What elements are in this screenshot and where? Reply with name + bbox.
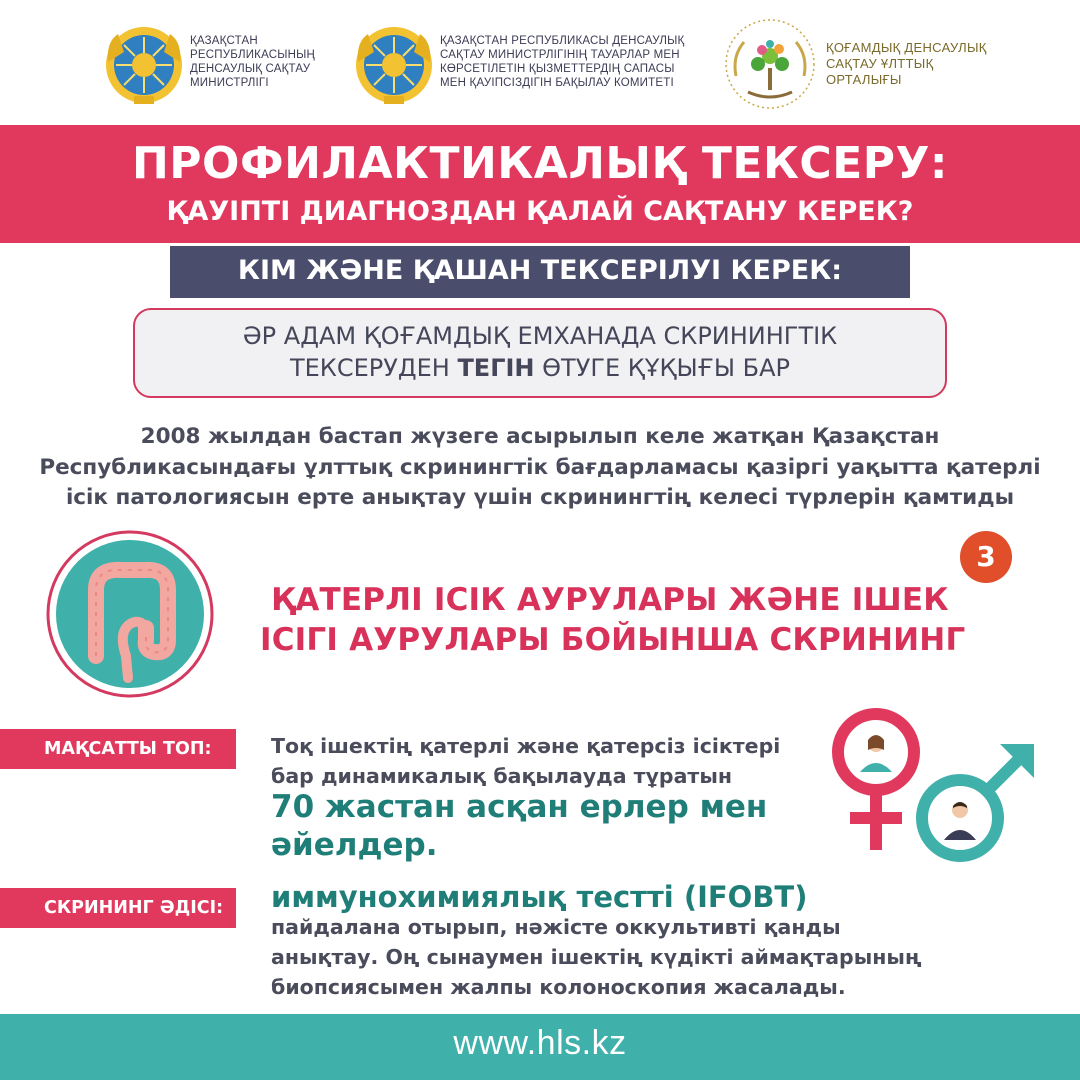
rights-line-2: ТЕКСЕРУДЕН ТЕГІН ӨТУГЕ ҚҰҚЫҒЫ БАР: [289, 354, 791, 382]
method-text-line: биопсиясымен жалпы колоноскопия жасалады.: [271, 975, 846, 999]
org-committee-name: ҚАЗАҚСТАН РЕСПУБЛИКАСЫ ДЕНСАУЛЫҚ САҚТАУ МИНИСТРЛІГІНІҢ ТАУАРЛАР МЕН КӨРСЕТІЛЕТІН ҚЫЗМЕТТЕРДІҢ САПАСЫ МЕН ҚАУІПСІЗДІГІН БАҚЫЛАУ КОМИТЕТІ: [440, 35, 685, 89]
public-health-center-logo-icon: [722, 16, 818, 112]
rights-free-emphasis: ТЕГІН: [457, 354, 535, 382]
page-title: ПРОФИЛАКТИКАЛЫҚ ТЕКСЕРУ:: [131, 138, 949, 189]
target-text-line: Тоқ ішектің қатерлі және қатерсіз ісіктері: [271, 734, 781, 758]
intro-line: Республикасындағы ұлттық скринингтік бағдарламасы қазіргі уақытта қатерлі: [39, 455, 1041, 480]
rights-line-1: ӘР АДАМ ҚОҒАМДЫҚ ЕМХАНАДА СКРИНИНГТІК: [242, 322, 838, 350]
screening-number-badge: 3: [960, 531, 1012, 583]
who-heading: КІМ ЖӘНЕ ҚАШАН ТЕКСЕРІЛУІ КЕРЕК:: [237, 255, 843, 286]
target-highlight-line: 70 жастан асқан ерлер мен: [271, 789, 768, 825]
intro-line: ісік патологиясын ерте анықтау үшін скринингтің келесі түрлерін қамтиды: [65, 485, 1015, 510]
male-symbol-icon: [908, 738, 1040, 868]
method-highlight: иммунохимиялық тестті (IFOBT): [271, 880, 808, 914]
org-health-center-name: ҚОҒАМДЫҚ ДЕНСАУЛЫҚ САҚТАУ ҰЛТТЫҚ ОРТАЛЫҒЫ: [826, 40, 987, 87]
screening-title-line-2: ІСІГІ АУРУЛАРЫ БОЙЫНША СКРИНИНГ: [260, 622, 966, 658]
org-ministry-name: ҚАЗАҚСТАН РЕСПУБЛИКАСЫНЫҢ ДЕНСАУЛЫҚ САҚТАУ МИНИСТРЛІГІ: [190, 35, 315, 89]
kazakhstan-emblem-icon: [104, 22, 184, 108]
page-subtitle: ҚАУІПТІ ДИАГНОЗДАН ҚАЛАЙ САҚТАНУ КЕРЕК?: [166, 196, 914, 227]
target-highlight-line: әйелдер.: [271, 827, 438, 863]
method-text-line: анықтау. Оң сынаумен ішектің күдікті аймақтарының: [271, 945, 922, 969]
target-text-line: бар динамикалық бақылауда тұратын: [271, 764, 733, 788]
screening-title-line-1: ҚАТЕРЛІ ІСІК АУРУЛАРЫ ЖӘНЕ ІШЕК: [271, 582, 949, 618]
kazakhstan-emblem-icon: [354, 22, 434, 108]
method-text-line: пайдалана отырып, нәжісте оккультивті қанды: [271, 915, 841, 939]
intro-line: 2008 жылдан бастап жүзеге асырылып келе жатқан Қазақстан: [140, 424, 940, 449]
intestine-icon: [44, 528, 216, 700]
target-group-label: МАҚСАТТЫ ТОП:: [0, 729, 236, 769]
screening-method-label: СКРИНИНГ ӘДІСІ:: [0, 888, 236, 928]
website-link[interactable]: www.hls.kz: [453, 1024, 627, 1062]
